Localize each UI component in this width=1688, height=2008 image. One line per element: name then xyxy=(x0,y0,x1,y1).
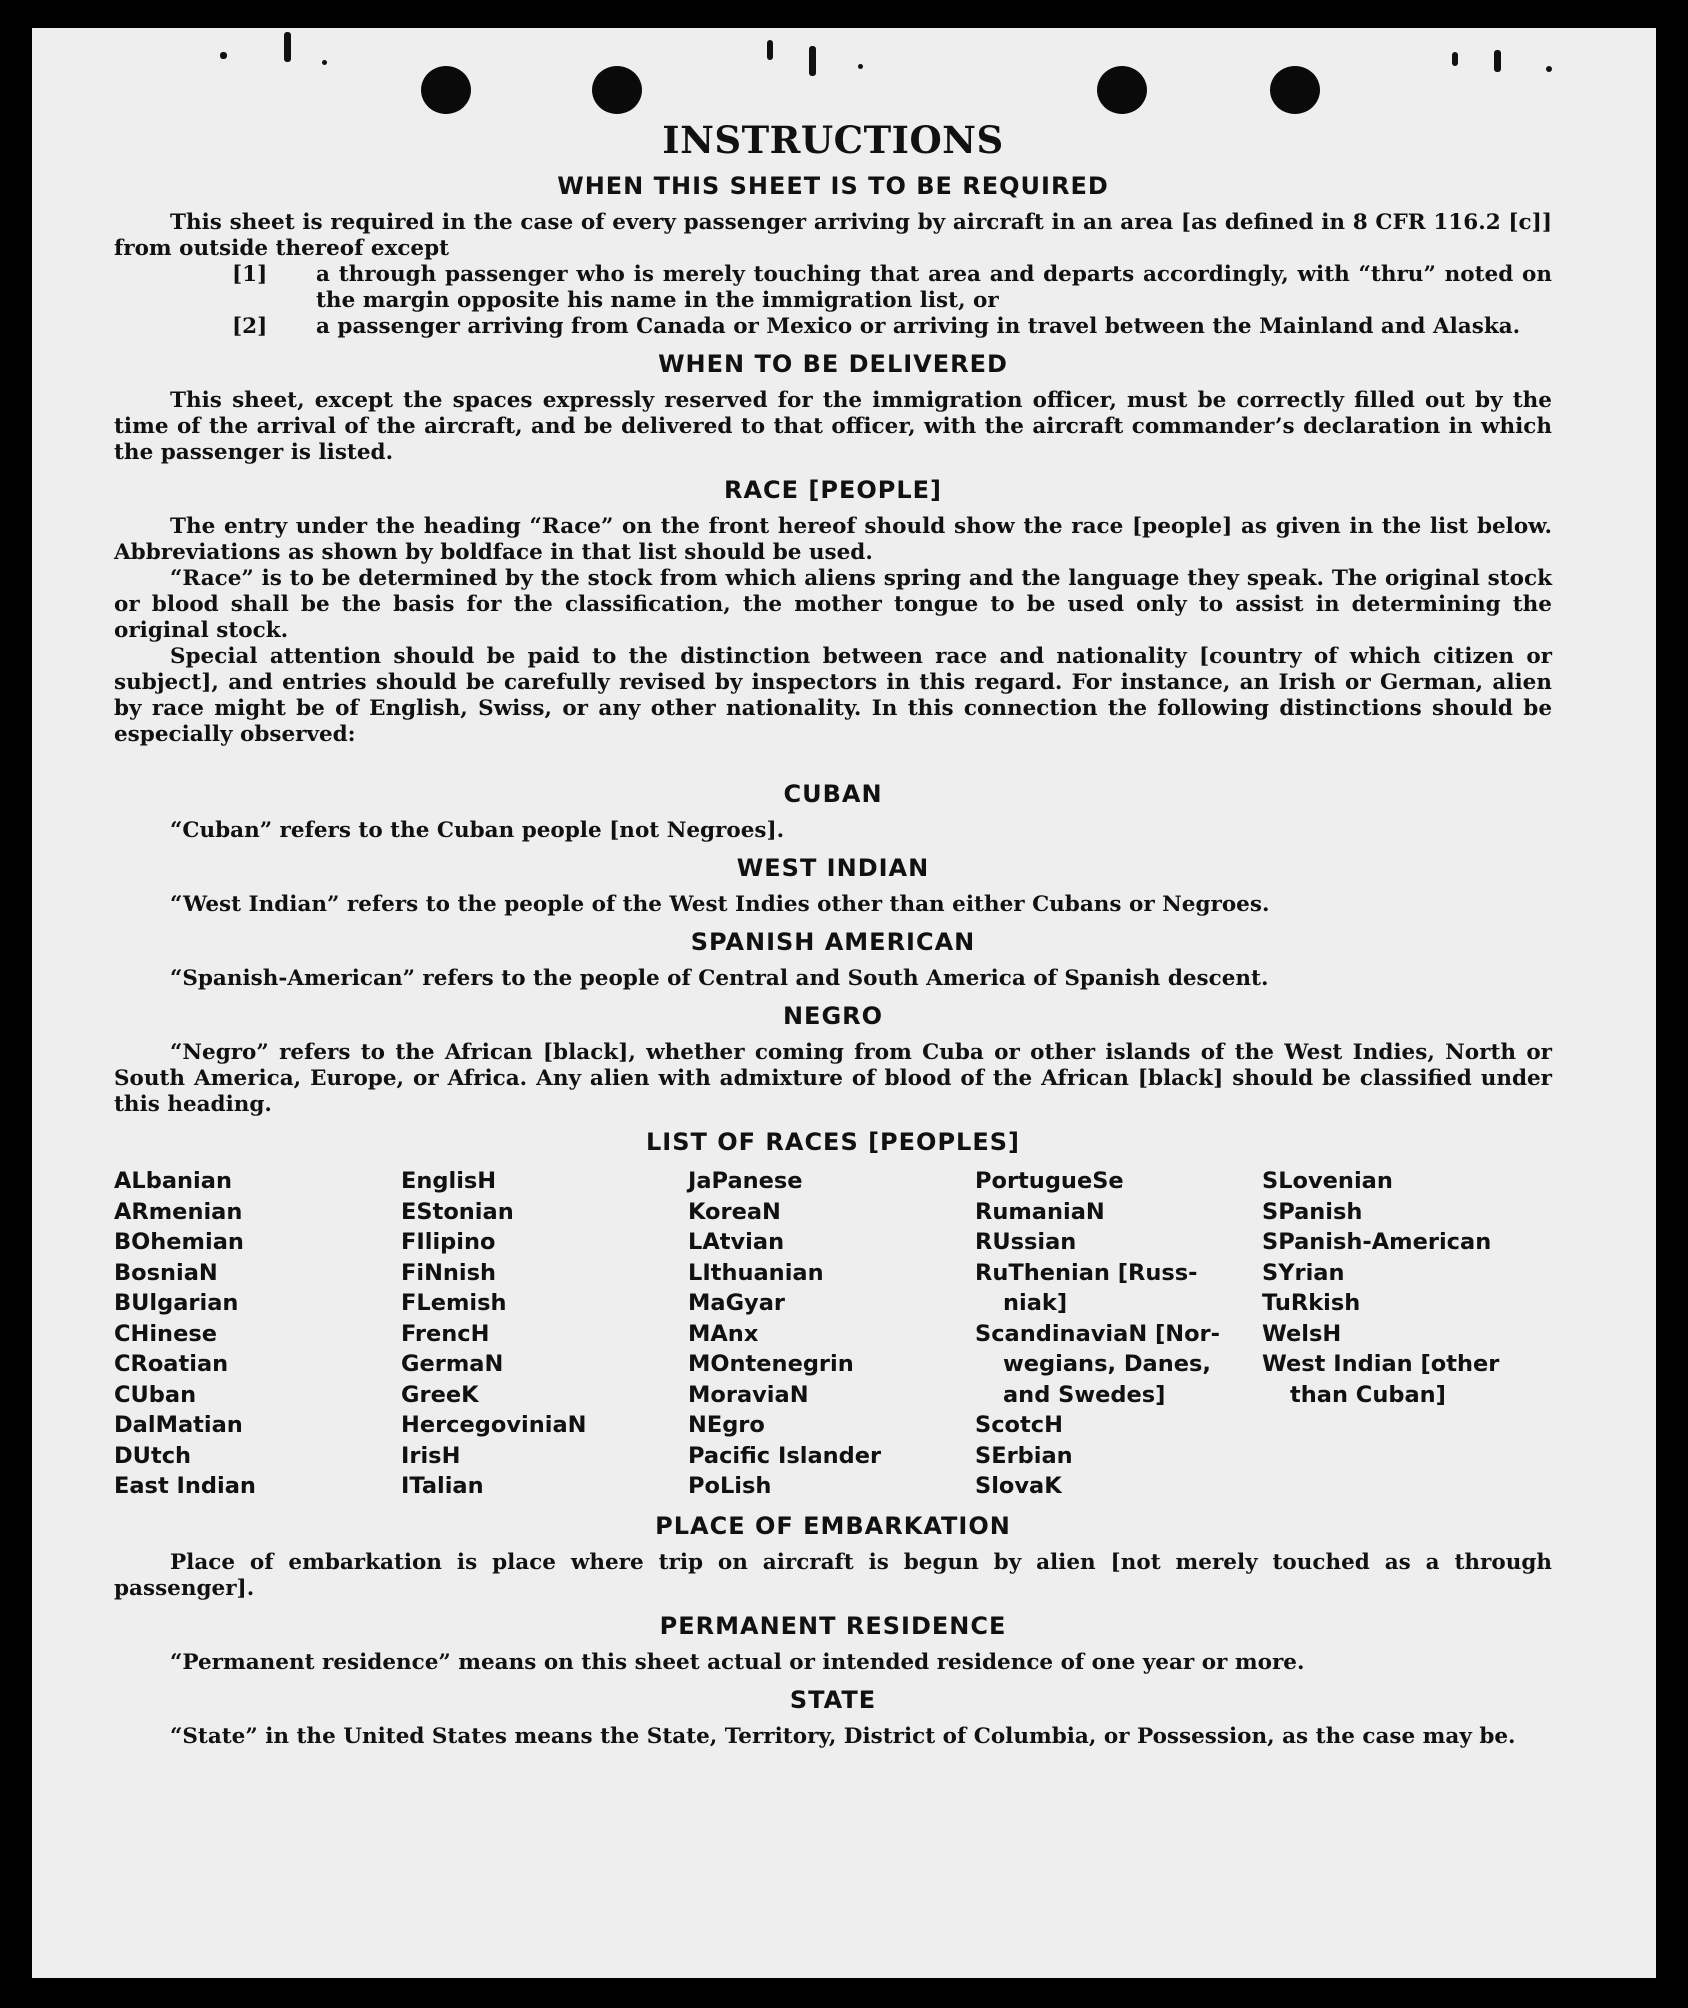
race-entry: MaGyar xyxy=(688,1290,785,1316)
exception-number: [2] xyxy=(232,314,268,339)
scan-speck xyxy=(767,40,773,60)
heading-cuban: CUBAN xyxy=(783,780,883,808)
heading-spanish-american: SPANISH AMERICAN xyxy=(690,928,976,956)
heading-race: RACE [PEOPLE] xyxy=(723,476,943,504)
negro-text: “Negro” refers to the African [black], whether coming from Cuba or other islands of the West Indies, North or South America, Europe, or Africa. Any alien with admixture of blood of the African [black] should be classified under this heading. xyxy=(114,1040,1552,1117)
race-entry: EStonian xyxy=(401,1198,514,1225)
race-entry: IrisH xyxy=(401,1442,461,1469)
race-entry: SlovaK xyxy=(975,1473,1062,1499)
race-entry: MOntenegrin xyxy=(688,1351,854,1377)
race-entry: niak] xyxy=(1003,1290,1068,1316)
punch-hole xyxy=(1097,66,1147,114)
heading-permanent-residence: PERMANENT RESIDENCE xyxy=(659,1611,1007,1640)
race-paragraph-1: The entry under the heading “Race” on the front hereof should show the race [people] as given in the list below. Abbreviations as shown by boldface in that list should be used. xyxy=(114,514,1552,565)
race-entry: SLovenian xyxy=(1262,1168,1393,1194)
race-entry: BosniaN xyxy=(114,1259,218,1286)
race-entry: MoraviaN xyxy=(688,1381,809,1408)
races-table xyxy=(114,1166,1552,1502)
race-entry: wegians, Danes, xyxy=(1003,1351,1211,1377)
race-entry: PoLish xyxy=(688,1473,772,1499)
race-entry: ITalian xyxy=(401,1473,484,1499)
race-entry: Pacific Islander xyxy=(688,1442,882,1469)
race-entry: SPanish xyxy=(1262,1198,1363,1225)
race-entry: RumaniaN xyxy=(975,1198,1105,1225)
race-paragraph-2: “Race” is to be determined by the stock from which aliens spring and the language they speak. The original stock or blood shall be the basis for the classification, the mother tongue to be used only to assist in determining the original stock. xyxy=(114,566,1552,643)
punch-hole xyxy=(1270,66,1320,114)
race-entry: MAnx xyxy=(688,1320,759,1347)
race-entry: BOhemian xyxy=(114,1229,244,1255)
race-entry: JaPanese xyxy=(688,1168,803,1194)
race-entry: DUtch xyxy=(114,1442,192,1469)
exception-text: a through passenger who is merely touching that area and departs accordingly, with “thru” noted on the margin opposite his name in the immigration list, or xyxy=(316,262,1552,313)
embarkation-text: Place of embarkation is place where trip on aircraft is begun by alien [not merely touched as a through passenger]. xyxy=(114,1549,1552,1601)
race-entry: CUban xyxy=(114,1381,197,1408)
heading-state: STATE xyxy=(789,1685,877,1714)
race-entry: FrencH xyxy=(401,1320,490,1347)
when-delivered-text: This sheet, except the spaces expressly reserved for the immigration officer, must be correctly filled out by the time of the arrival of the aircraft, and be delivered to that officer, with the aircraft commander’s declaration in which the passenger is listed. xyxy=(114,388,1552,465)
race-entry: FiNnish xyxy=(401,1259,497,1286)
race-entry: SErbian xyxy=(975,1442,1073,1469)
race-entry: West Indian [other xyxy=(1262,1351,1500,1377)
permanent-residence-text: “Permanent residence” means on this sheet actual or intended residence of one year or more. xyxy=(170,1649,1305,1675)
race-entry: KoreaN xyxy=(688,1198,781,1225)
cuban-text: “Cuban” refers to the Cuban people [not Negroes]. xyxy=(170,818,785,843)
race-entry: GreeK xyxy=(401,1381,479,1408)
document-sheet xyxy=(32,28,1656,1978)
race-entry: ScotcH xyxy=(975,1412,1063,1438)
exception-number: [1] xyxy=(232,262,268,287)
scan-speck xyxy=(1546,66,1552,72)
heading-embarkation: PLACE OF EMBARKATION xyxy=(655,1511,1011,1540)
exception-list xyxy=(232,262,1552,340)
exception-text: a passenger arriving from Canada or Mexico or arriving in travel between the Mainland and Alaska. xyxy=(316,314,1521,339)
punch-hole xyxy=(421,66,471,114)
exception-item xyxy=(232,314,1552,340)
state-text: “State” in the United States means the State, Territory, District of Columbia, or Possession, as the case may be. xyxy=(170,1723,1516,1749)
scan-speck xyxy=(220,52,227,59)
spanish-american-text: “Spanish-American” refers to the people of Central and South America of Spanish descent. xyxy=(170,966,1269,991)
race-entry: FIlipino xyxy=(401,1229,496,1255)
races-column xyxy=(1262,1166,1549,1502)
race-entry: RUssian xyxy=(975,1229,1077,1255)
when-required-intro: This sheet is required in the case of every passenger arriving by aircraft in an area [as defined in 8 CFR 116.2 [c]] from outside thereof except xyxy=(114,210,1552,261)
race-entry: than Cuban] xyxy=(1290,1381,1446,1408)
heading-when-required: WHEN THIS SHEET IS TO BE REQUIRED xyxy=(557,172,1109,200)
race-entry: GermaN xyxy=(401,1351,504,1377)
west-indian-text: “West Indian” refers to the people of the West Indies other than either Cubans or Negroes. xyxy=(170,892,1270,917)
heading-west-indian: WEST INDIAN xyxy=(736,854,930,882)
races-column xyxy=(114,1166,401,1502)
race-entry: HercegoviniaN xyxy=(401,1412,587,1438)
race-entry: TuRkish xyxy=(1262,1290,1361,1316)
scan-speck xyxy=(284,32,291,62)
races-column xyxy=(975,1166,1262,1502)
race-entry: DalMatian xyxy=(114,1412,243,1438)
scan-speck xyxy=(1452,52,1458,66)
race-entry: EnglisH xyxy=(401,1168,497,1194)
heading-list-of-races: LIST OF RACES [PEOPLES] xyxy=(646,1128,1020,1156)
document-title: INSTRUCTIONS xyxy=(662,118,1004,162)
race-entry: and Swedes] xyxy=(1003,1381,1166,1408)
instructions-content xyxy=(114,118,1552,1750)
race-entry: SPanish-American xyxy=(1262,1229,1492,1255)
race-entry: RuThenian [Russ- xyxy=(975,1259,1198,1286)
races-column xyxy=(401,1166,688,1502)
heading-when-delivered: WHEN TO BE DELIVERED xyxy=(658,350,1008,378)
race-entry: WelsH xyxy=(1262,1320,1342,1347)
race-entry: BUlgarian xyxy=(114,1290,239,1316)
scan-speck xyxy=(322,60,327,65)
race-entry: PortugueSe xyxy=(975,1168,1124,1194)
races-column xyxy=(688,1166,975,1502)
race-entry: ARmenian xyxy=(114,1198,243,1225)
spacer xyxy=(114,748,1552,770)
race-entry: East Indian xyxy=(114,1473,256,1499)
race-entry: ALbanian xyxy=(114,1168,232,1194)
scan-speck xyxy=(809,46,816,76)
punch-hole xyxy=(592,66,642,114)
race-entry: LIthuanian xyxy=(688,1259,824,1286)
race-entry: ScandinaviaN [Nor- xyxy=(975,1320,1220,1347)
race-entry: FLemish xyxy=(401,1290,507,1316)
race-entry: LAtvian xyxy=(688,1229,785,1255)
scan-speck xyxy=(858,64,863,69)
race-entry: SYrian xyxy=(1262,1259,1345,1286)
race-paragraph-3: Special attention should be paid to the distinction between race and nationality [country of which citizen or subject], and entries should be carefully revised by inspectors in this regard. For instance, an Irish or German, alien by race might be of English, Swiss, or any other nationality. In this connection the following distinctions should be especially observed: xyxy=(114,644,1552,747)
scan-speck xyxy=(1494,50,1501,72)
heading-negro: NEGRO xyxy=(782,1002,884,1030)
exception-item xyxy=(232,262,1552,314)
race-entry: CHinese xyxy=(114,1320,217,1347)
race-entry: NEgro xyxy=(688,1412,765,1438)
race-entry: CRoatian xyxy=(114,1351,229,1377)
